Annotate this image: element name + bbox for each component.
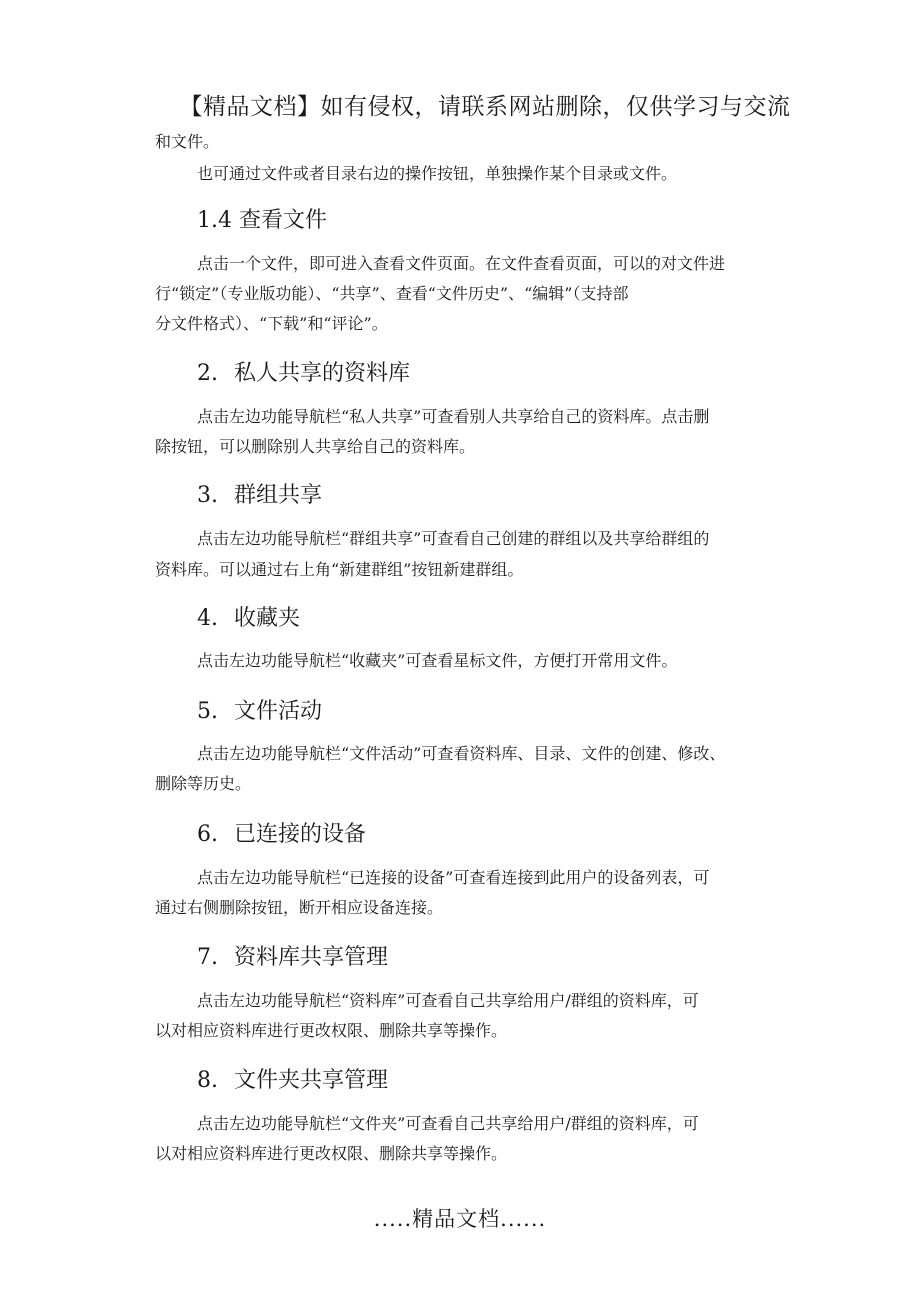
paragraph-line: 通过右侧删除按钮，断开相应设备连接。 — [155, 898, 444, 917]
section-heading-1-4 — [197, 207, 327, 235]
section-heading-4 — [197, 605, 300, 633]
heading-number: 8. — [197, 1068, 218, 1093]
heading-number: 4. — [197, 606, 218, 631]
paragraph-line: 删除等历史。 — [155, 774, 252, 793]
heading-number: 7. — [197, 945, 218, 970]
section-heading-6 — [197, 821, 366, 849]
section-heading-5 — [197, 698, 322, 726]
page-footer: .....精品文档...... — [373, 1207, 547, 1231]
heading-number: 5. — [197, 699, 218, 724]
heading-title: 私人共享的资料库 — [234, 361, 411, 386]
heading-number: 3. — [197, 483, 218, 508]
heading-title: 资料库共享管理 — [234, 945, 389, 970]
section-heading-8 — [197, 1067, 388, 1095]
paragraph-line: 以对相应资料库进行更改权限、删除共享等操作。 — [155, 1144, 508, 1163]
page-header: 【精品文档】如有侵权，请联系网站删除，仅供学习与交流 — [179, 94, 791, 120]
paragraph-line: 点击左边功能导航栏“群组共享”可查看自己创建的群组以及共享给群组的 — [197, 529, 710, 548]
heading-title: 查看文件 — [239, 208, 328, 233]
heading-number: 2. — [197, 361, 218, 386]
paragraph-line: 资料库。可以通过右上角“新建群组”按钮新建群组。 — [155, 560, 524, 579]
paragraph-line: 也可通过文件或者目录右边的操作按钮，单独操作某个目录或文件。 — [197, 164, 678, 183]
section-heading-3 — [197, 482, 322, 510]
paragraph-line: 点击左边功能导航栏“文件活动”可查看资料库、目录、文件的创建、修改、 — [197, 744, 726, 763]
heading-number: 6. — [197, 822, 218, 847]
paragraph-line: 点击左边功能导航栏“资料库”可查看自己共享给用户/群组的资料库，可 — [197, 991, 699, 1010]
heading-title: 文件活动 — [234, 699, 323, 724]
paragraph-line: 点击一个文件，即可进入查看文件页面。在文件查看页面，可以的对文件进 — [197, 254, 726, 273]
heading-title: 文件夹共享管理 — [234, 1068, 389, 1093]
heading-title: 已连接的设备 — [234, 822, 367, 847]
paragraph-line: 除按钮，可以删除别人共享给自己的资料库。 — [155, 437, 476, 456]
paragraph-line: 和文件。 — [155, 132, 220, 151]
heading-number: 1.4 — [197, 208, 232, 233]
heading-title: 群组共享 — [234, 483, 323, 508]
paragraph-line: 点击左边功能导航栏“收藏夹”可查看星标文件，方便打开常用文件。 — [197, 651, 678, 670]
paragraph-line: 点击左边功能导航栏“私人共享”可查看别人共享给自己的资料库。点击删 — [197, 407, 710, 426]
paragraph-line: 分文件格式）、“下载”和“评论”。 — [155, 314, 388, 333]
section-heading-2 — [197, 360, 410, 388]
heading-title: 收藏夹 — [234, 606, 301, 631]
paragraph-line: 点击左边功能导航栏“文件夹”可查看自己共享给用户/群组的资料库，可 — [197, 1114, 699, 1133]
paragraph-line: 以对相应资料库进行更改权限、删除共享等操作。 — [155, 1021, 508, 1040]
section-heading-7 — [197, 944, 388, 972]
paragraph-line: 点击左边功能导航栏“已连接的设备”可查看连接到此用户的设备列表，可 — [197, 868, 710, 887]
paragraph-line: 行“锁定”（专业版功能）、“共享”、查看“文件历史”、“编辑”（支持部 — [155, 284, 629, 303]
